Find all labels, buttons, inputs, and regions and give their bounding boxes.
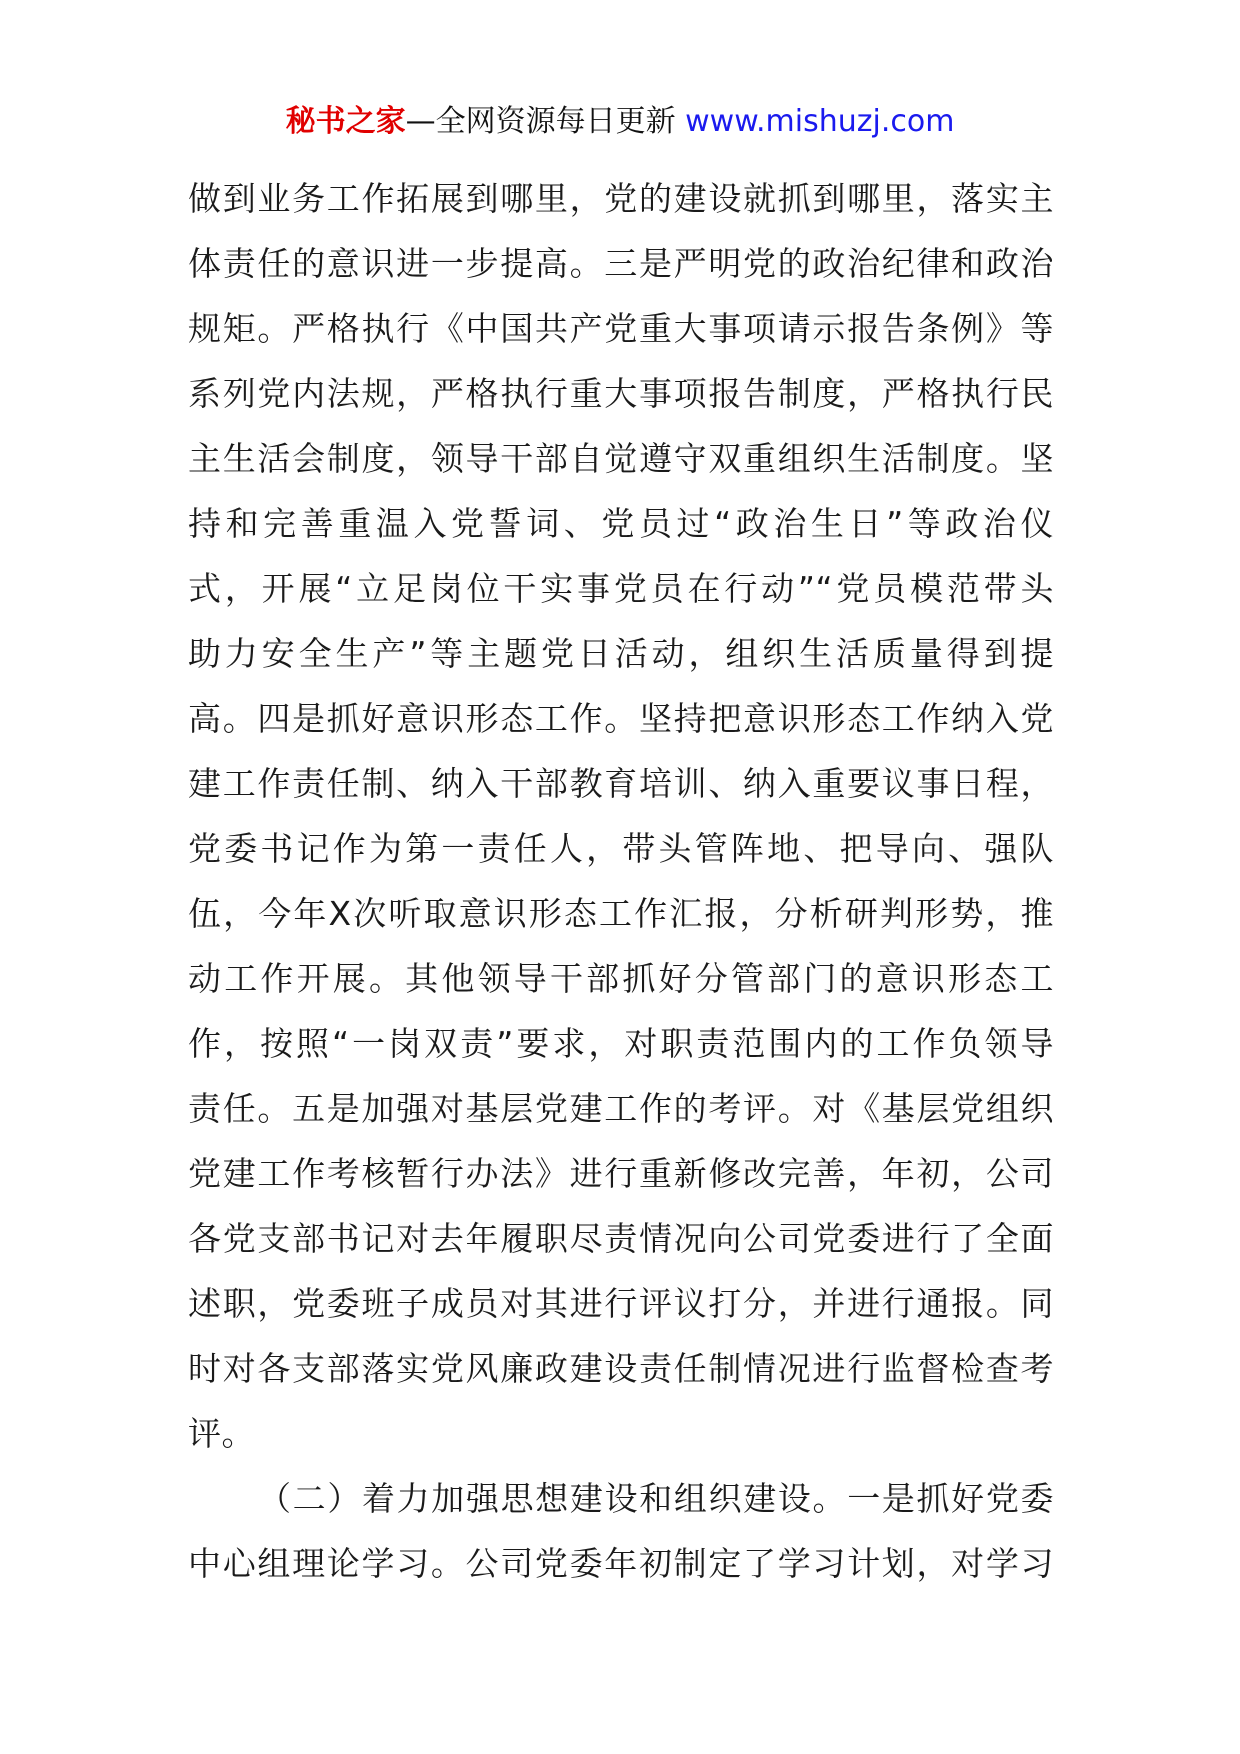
text-line: 中心组理论学习。公司党委年初制定了学习计划，对学习 <box>188 1544 1054 1583</box>
header-brand: 秘书之家 <box>285 104 406 139</box>
text-line: 各党支部书记对去年履职尽责情况向公司党委进行了全面 <box>188 1219 1054 1258</box>
text-line: 做到业务工作拓展到哪里，党的建设就抓到哪里，落实主 <box>188 179 1054 218</box>
text-line: 评。 <box>188 1414 255 1453</box>
text-line: 助力安全生产”等主题党日活动，组织生活质量得到提 <box>188 634 1054 673</box>
text-line: 持和完善重温入党誓词、党员过“政治生日”等政治仪 <box>188 504 1054 543</box>
text-line: 动工作开展。其他领导干部抓好分管部门的意识形态工 <box>188 959 1054 998</box>
text-line: 作，按照“一岗双责”要求，对职责范围内的工作负领导 <box>188 1024 1054 1063</box>
text-line: 系列党内法规，严格执行重大事项报告制度，严格执行民 <box>188 374 1054 413</box>
text-line: 建工作责任制、纳入干部教育培训、纳入重要议事日程， <box>188 764 1054 803</box>
text-line: 党委书记作为第一责任人，带头管阵地、把导向、强队 <box>188 829 1054 868</box>
text-line: 党建工作考核暂行办法》进行重新修改完善，年初，公司 <box>188 1154 1054 1193</box>
text-line: 时对各支部落实党风廉政建设责任制情况进行监督检查考 <box>188 1349 1054 1388</box>
text-line: 规矩。严格执行《中国共产党重大事项请示报告条例》等 <box>188 309 1054 348</box>
section-heading-line: （二）着力加强思想建设和组织建设。一是抓好党委 <box>258 1479 1054 1518</box>
text-line: 主生活会制度，领导干部自觉遵守双重组织生活制度。坚 <box>188 439 1054 478</box>
page-header <box>0 98 1240 146</box>
document-body <box>188 166 1054 1596</box>
text-line: 责任。五是加强对基层党建工作的考评。对《基层党组织 <box>188 1089 1054 1128</box>
header-url-link[interactable]: www.mishuzj.com <box>685 104 955 139</box>
text-line: 体责任的意识进一步提高。三是严明党的政治纪律和政治 <box>188 244 1054 283</box>
text-line: 述职，党委班子成员对其进行评议打分，并进行通报。同 <box>188 1284 1054 1323</box>
header-slogan: —全网资源每日更新 <box>405 104 676 139</box>
text-line: 伍，今年X次听取意识形态工作汇报，分析研判形势，推 <box>188 894 1054 933</box>
text-line: 高。四是抓好意识形态工作。坚持把意识形态工作纳入党 <box>188 699 1054 738</box>
text-line: 式，开展“立足岗位干实事党员在行动”“党员模范带头 <box>188 569 1054 608</box>
